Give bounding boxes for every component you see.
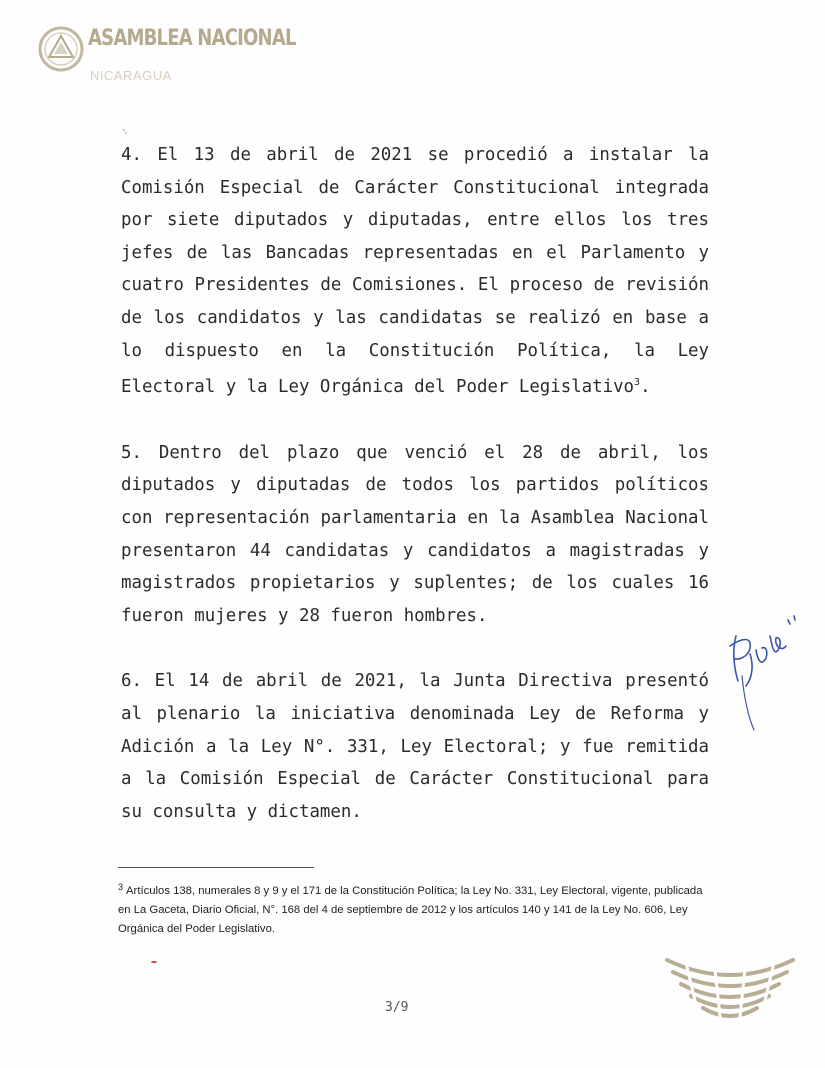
- page-number: 3/9: [385, 1000, 409, 1015]
- paragraph-6: [121, 665, 709, 828]
- organization-name: ASAMBLEA NACIONAL: [88, 26, 296, 51]
- assembly-chamber-icon: [655, 950, 805, 1026]
- document-body: [121, 139, 709, 828]
- paragraph-number: 5.: [121, 442, 142, 463]
- paragraph-text: Dentro del plazo que venció el 28 de abril, los diputados y diputadas de todos los partidos políticos con representación parlamentaria en la Asamblea Nacional presentaron 44 candidatas y candidatos a magistradas y magistrados propietarios y suplentes; de los cuales 16 fueron mujeres y 28 fueron hombres.: [121, 442, 709, 626]
- letterhead: [38, 24, 298, 88]
- paragraph-5: [121, 437, 709, 633]
- paragraph-number: 4.: [121, 145, 142, 165]
- paragraph-text: El 13 de abril de 2021 se procedió a instalar la Comisión Especial de Carácter Constitucional integrada por siete diputados y diputadas, entre ellos los tres jefes de las Bancadas representadas en el Parlamento y cuatro Presidentes de Comisiones. El proceso de revisión de los candidatos y las candidatas se realizó en base a lo dispuesto en la Constitución Política, la Ley Electoral y la Ley Orgánica del Poder Legislativo: [121, 145, 709, 398]
- national-seal-icon: [38, 26, 84, 72]
- footnote-text: Artículos 138, numerales 8 y 9 y el 171 de la Constitución Política; la Ley No. 331, Ley Electoral, vigente, publicada en La Gaceta, Diario Oficial, N°. 168 del 4 de septiembre de 2012 y los artículos 140 y 141 de la Ley No. 606, Ley Orgánica del Poder Legislativo.: [118, 885, 703, 935]
- footnote-reference: 3: [634, 377, 641, 389]
- footnote: [118, 878, 708, 939]
- stray-mark: [122, 128, 128, 136]
- footnote-separator: [118, 867, 314, 868]
- handwritten-signature: [722, 606, 812, 736]
- paragraph-tail: .: [640, 377, 651, 398]
- paragraph-text: El 14 de abril de 2021, la Junta Directiva presentó al plenario la iniciativa denominada Ley de Reforma y Adición a la Ley N°. 331, Ley Electoral; y fue remitida a la Comisión Especial de Carácter Constitucional para su consulta y dictamen.: [121, 671, 709, 822]
- stray-mark: [150, 960, 158, 964]
- footnote-mark: 3: [118, 882, 124, 892]
- organization-country: NICARAGUA: [90, 68, 172, 83]
- paragraph-4: [121, 139, 709, 404]
- paragraph-number: 6.: [121, 671, 142, 692]
